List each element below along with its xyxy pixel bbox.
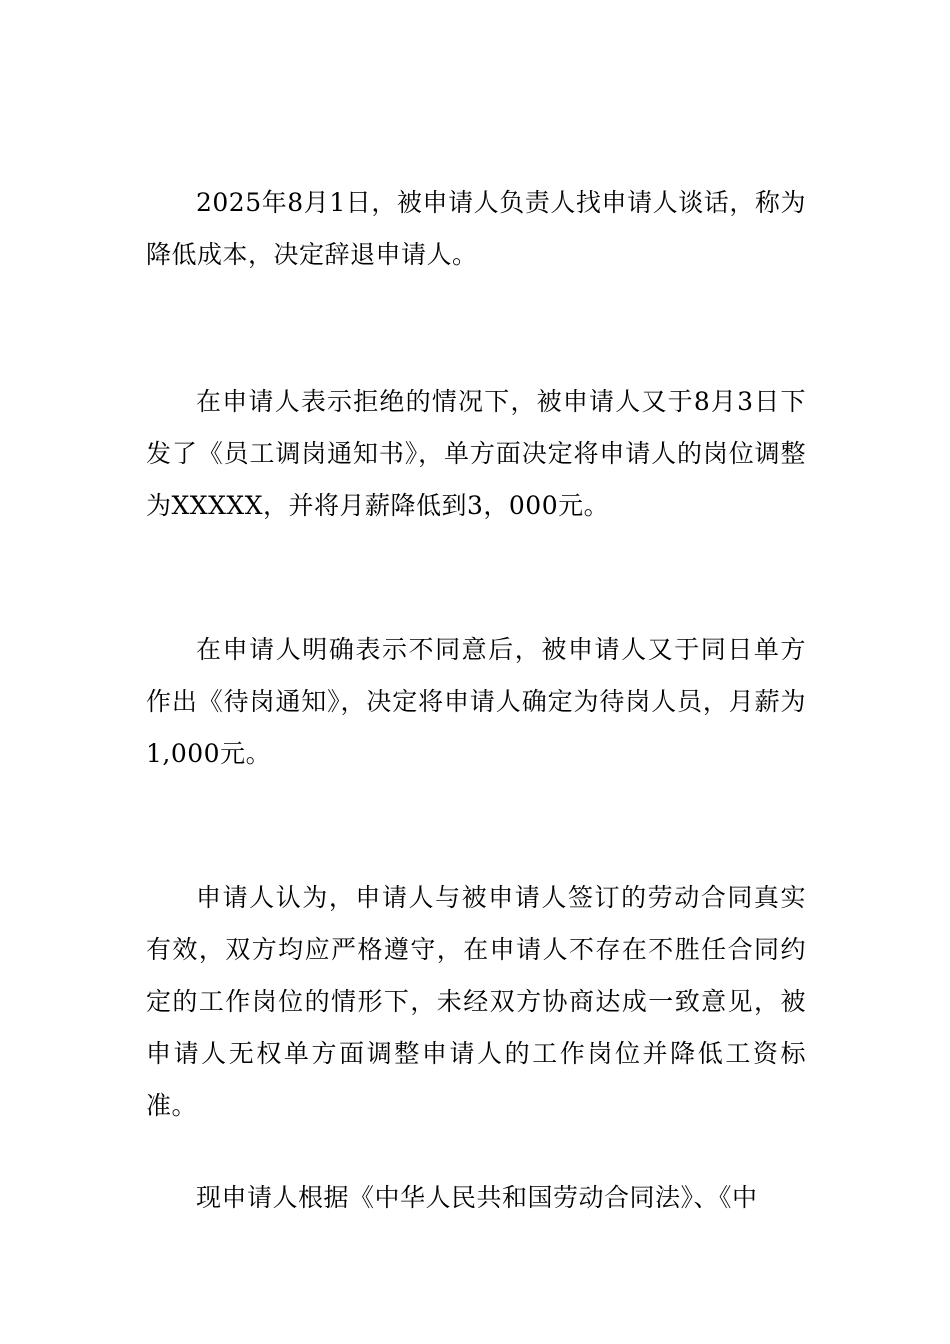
- paragraph-dismissal-talk: 2025年8月1日，被申请人负责人找申请人谈话，称为降低成本，决定辞退申请人。: [146, 188, 806, 269]
- paragraph-standby-notice: 在申请人明确表示不同意后，被申请人又于同日单方作出《待岗通知》，决定将申请人确定为待岗人员，月薪为1,000元。: [146, 635, 806, 768]
- paragraph-transfer-notice: 在申请人表示拒绝的情况下，被申请人又于8月3日下发了《员工调岗通知书》，单方面决定将申请人的岗位调整为XXXXX，并将月薪降低到3，000元。: [146, 387, 806, 520]
- paragraph-legal-basis: 现申请人根据《中华人民共和国劳动合同法》、《中: [196, 1183, 758, 1212]
- paragraph-applicant-opinion: 申请人认为，申请人与被申请人签订的劳动合同真实有效，双方均应严格遵守，在申请人不存在不胜任合同约定的工作岗位的情形下，未经双方协商达成一致意见，被申请人无权单方面调整申请人的工作岗位并降低工资标准。: [146, 883, 806, 1120]
